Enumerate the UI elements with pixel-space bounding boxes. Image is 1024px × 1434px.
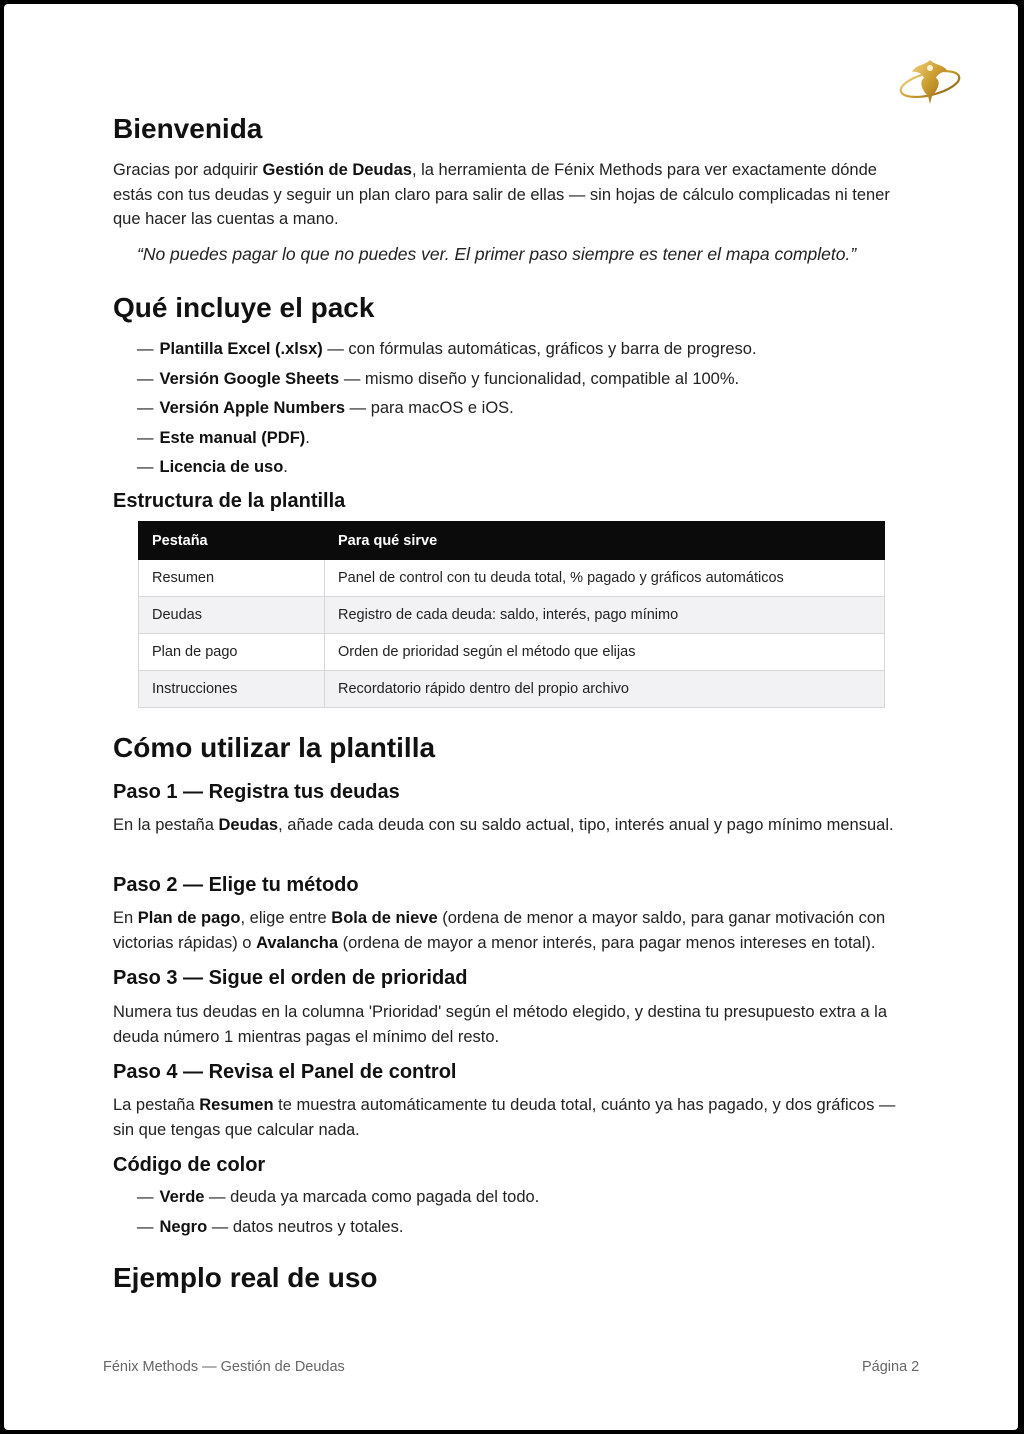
table-header-row xyxy=(139,522,885,560)
list-item: — Versión Apple Numbers — para macOS e iOS. xyxy=(137,399,514,418)
table-row xyxy=(139,560,885,597)
list-item: — Este manual (PDF). xyxy=(137,428,310,447)
pack-list xyxy=(137,338,757,486)
table-cell: Instrucciones xyxy=(139,671,325,708)
phoenix-logo-icon xyxy=(898,54,962,108)
step2-paragraph: En Plan de pago, elige entre Bola de nieve (ordena de menor a mayor saldo, para ganar motivación con victorias rápidas) o Avalancha (ordena de mayor a menor interés, para pagar menos intereses en total). xyxy=(113,909,886,952)
structure-heading: Estructura de la plantilla xyxy=(113,490,346,512)
step1-paragraph: En la pestaña Deudas, añade cada deuda con su saldo actual, tipo, interés anual y pago mínimo mensual. xyxy=(113,816,894,834)
list-item: — Verde — deuda ya marcada como pagada del todo. xyxy=(137,1188,540,1206)
table-cell: Registro de cada deuda: saldo, interés, pago mínimo xyxy=(325,597,885,634)
pack-heading: Qué incluye el pack xyxy=(113,292,375,323)
list-item: — Versión Google Sheets — mismo diseño y funcionalidad, compatible al 100%. xyxy=(137,369,740,388)
list-item: — Negro — datos neutros y totales. xyxy=(137,1217,404,1236)
table-row xyxy=(139,634,885,671)
example-heading: Ejemplo real de uso xyxy=(113,1262,378,1293)
color-code-heading: Código de color xyxy=(113,1154,266,1176)
table-cell: Deudas xyxy=(139,597,325,634)
step2-heading: Paso 2 — Elige tu método xyxy=(113,874,359,896)
step3-paragraph: Numera tus deudas en la columna 'Prioridad' según el método elegido, y destina tu presupuesto extra a la deuda número 1 mientras pagas el mínimo del resto. xyxy=(113,1003,888,1046)
table-cell: Orden de prioridad según el método que elijas xyxy=(325,634,885,671)
footer-title: Fénix Methods — Gestión de Deudas xyxy=(103,1359,345,1375)
step1-heading: Paso 1 — Registra tus deudas xyxy=(113,781,400,803)
column-header: Pestaña xyxy=(139,522,325,560)
table-cell: Panel de control con tu deuda total, % pagado y gráficos automáticos xyxy=(325,560,885,597)
table-row xyxy=(139,671,885,708)
step4-paragraph: La pestaña Resumen te muestra automáticamente tu deuda total, cuánto ya has pagado, y dos gráficos — sin que tengas que calcular nada. xyxy=(113,1096,896,1139)
table-cell: Plan de pago xyxy=(139,634,325,671)
table-cell: Resumen xyxy=(139,560,325,597)
structure-table xyxy=(138,521,885,708)
document-page xyxy=(4,4,1018,1430)
step4-heading: Paso 4 — Revisa el Panel de control xyxy=(113,1061,457,1083)
table-row xyxy=(139,597,885,634)
welcome-paragraph: Gracias por adquirir Gestión de Deudas, la herramienta de Fénix Methods para ver exactamente dónde estás con tus deudas y seguir un plan claro para salir de ellas — sin hojas de cálculo complicadas ni tener que hacer las cuentas a mano. xyxy=(113,161,890,228)
welcome-quote: “No puedes pagar lo que no puedes ver. El primer paso siempre es tener el mapa completo.” xyxy=(137,244,857,264)
page-number: Página 2 xyxy=(862,1359,920,1375)
list-item: — Plantilla Excel (.xlsx) — con fórmulas automáticas, gráficos y barra de progreso. xyxy=(137,340,757,358)
column-header: Para qué sirve xyxy=(325,522,885,560)
howto-heading: Cómo utilizar la plantilla xyxy=(113,732,436,763)
color-code-list xyxy=(137,1186,539,1245)
welcome-heading: Bienvenida xyxy=(113,113,263,144)
list-item: — Licencia de uso. xyxy=(137,458,288,477)
step3-heading: Paso 3 — Sigue el orden de prioridad xyxy=(113,967,468,989)
table-cell: Recordatorio rápido dentro del propio archivo xyxy=(325,671,885,708)
